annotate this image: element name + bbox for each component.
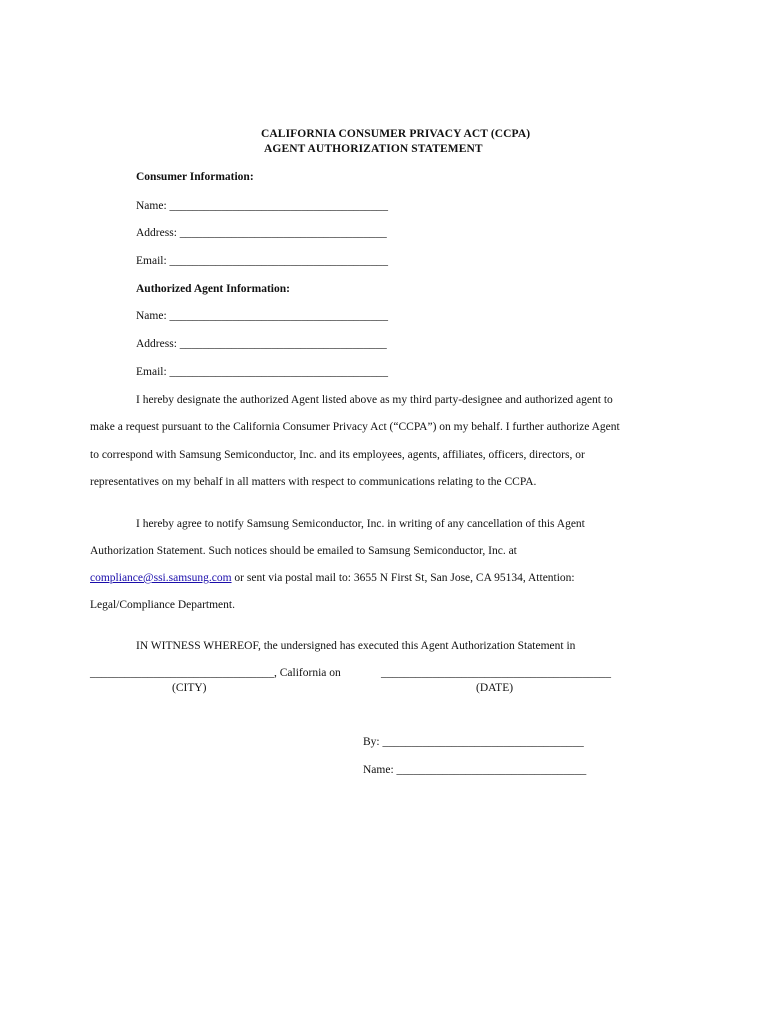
- paragraph-line: make a request pursuant to the California Consumer Privacy Act (“CCPA”) on my behalf. I further authorize Agent: [90, 421, 620, 433]
- date-blank: ________________________________________: [381, 667, 611, 679]
- document-title-line-2: AGENT AUTHORIZATION STATEMENT: [264, 143, 483, 155]
- document-title-line-1: CALIFORNIA CONSUMER PRIVACY ACT (CCPA): [261, 128, 531, 140]
- signature-by-line: By: ___________________________________: [363, 736, 584, 748]
- paragraph-line: to correspond with Samsung Semiconductor, Inc. and its employees, agents, affiliates, officers, directors, or: [90, 449, 585, 461]
- agent-name-field: Name: ______________________________________: [136, 310, 389, 322]
- consumer-name-field: Name: ______________________________________: [136, 200, 389, 212]
- city-label: (CITY): [172, 682, 207, 694]
- signature-name-line: Name: _________________________________: [363, 764, 587, 776]
- postal-mail-text: or sent via postal mail to: 3655 N First St, San Jose, CA 95134, Attention:: [231, 572, 575, 584]
- consumer-info-heading: Consumer Information:: [136, 171, 254, 183]
- paragraph-line: I hereby agree to notify Samsung Semiconductor, Inc. in writing of any cancellation of this Agent: [136, 518, 585, 530]
- agent-address-field: Address: ____________________________________: [136, 338, 387, 350]
- paragraph-line: I hereby designate the authorized Agent listed above as my third party-designee and authorized agent to: [136, 394, 613, 406]
- agent-info-heading: Authorized Agent Information:: [136, 283, 290, 295]
- witness-statement: IN WITNESS WHEREOF, the undersigned has executed this Agent Authorization Statement in: [136, 640, 576, 652]
- paragraph-line: Legal/Compliance Department.: [90, 599, 235, 611]
- consumer-email-field: Email: ______________________________________: [136, 255, 389, 267]
- consumer-address-field: Address: ____________________________________: [136, 227, 387, 239]
- paragraph-line: [90, 572, 575, 584]
- compliance-email-link[interactable]: compliance@ssi.samsung.com: [90, 572, 232, 584]
- city-blank: ________________________________, California on: [90, 667, 341, 679]
- agent-email-field: Email: ______________________________________: [136, 366, 389, 378]
- date-label: (DATE): [476, 682, 514, 694]
- paragraph-line: Authorization Statement. Such notices should be emailed to Samsung Semiconductor, Inc. at: [90, 545, 517, 557]
- paragraph-line: representatives on my behalf in all matters with respect to communications relating to the CCPA.: [90, 476, 537, 488]
